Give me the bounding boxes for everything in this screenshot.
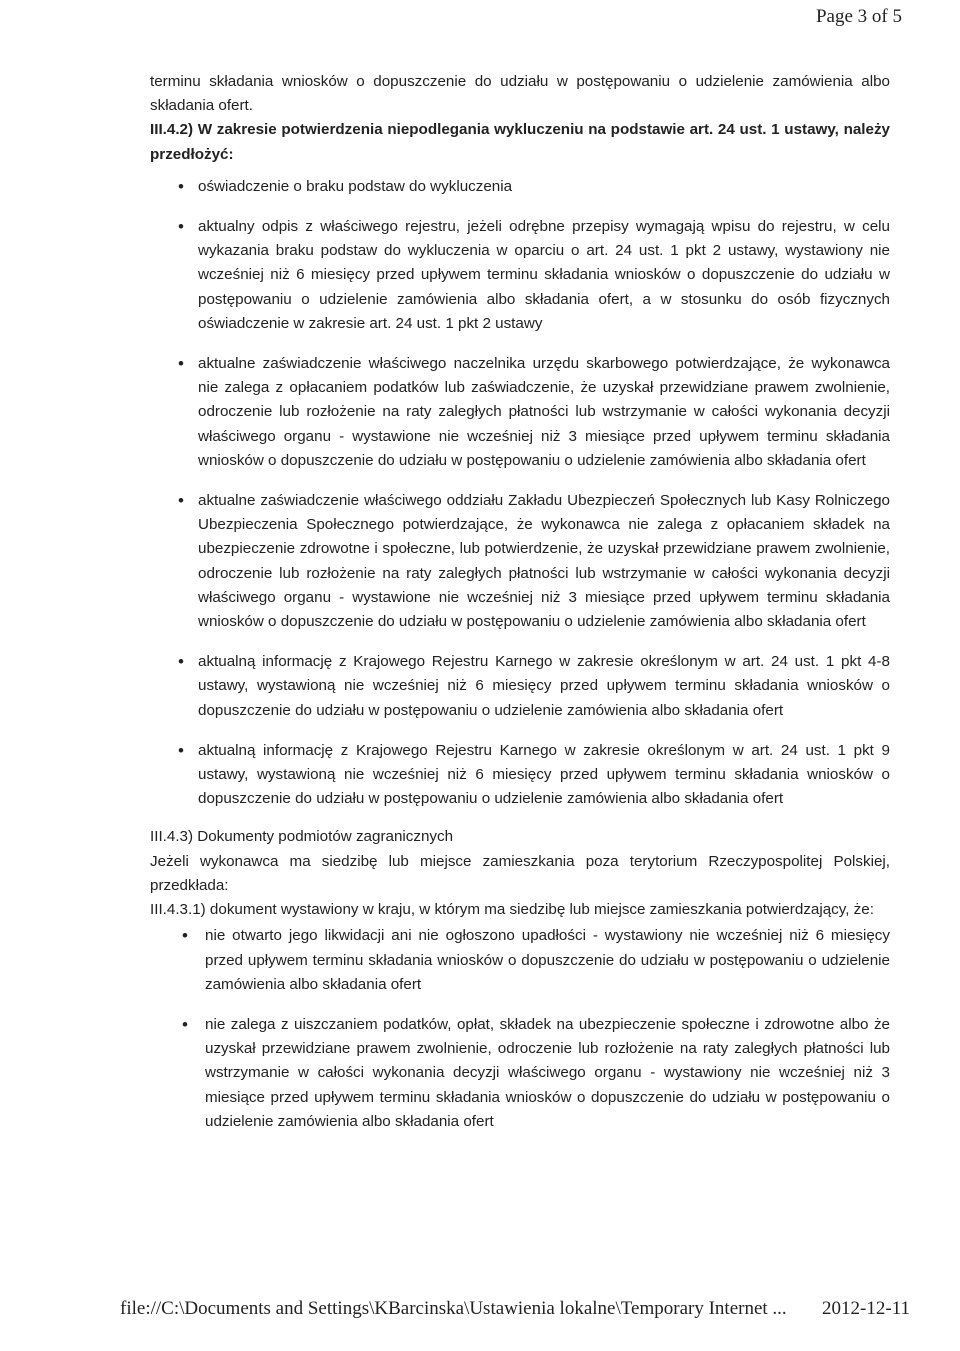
foreign-entity-paragraph: Jeżeli wykonawca ma siedzibę lub miejsce zamieszkania poza terytorium Rzeczypospolitej Polskiej, przedkłada: (150, 852, 890, 894)
footer-file-path: file://C:\Documents and Settings\KBarcinska\Ustawienia lokalne\Temporary Internet ... (120, 1298, 787, 1319)
section-heading-iii-4-3: III.4.3) Dokumenty podmiotów zagranicznych (150, 828, 454, 846)
list-item: • aktualny odpis z właściwego rejestru, jeżeli odrębne przepisy wymagają wpisu do rejestru, w celu wykazania braku podstaw do wykluczenia w oparciu o art. 24 ust. 1 pkt 2 ustawy, wystawiony nie wcześniej niż 6 miesięcy przed upływem terminu składania wniosków o dopuszczenie do udziału w postępowaniu o udzielenie zamówienia albo składania ofert, a w stosunku do osób fizycznych oświadczenie w zakresie art. 24 ust. 1 pkt 2 ustawy (150, 215, 890, 336)
list-item: • oświadczenie o braku podstaw do wykluczenia (150, 175, 890, 199)
document-body (150, 70, 890, 1134)
list-item: • aktualne zaświadczenie właściwego naczelnika urzędu skarbowego potwierdzające, że wykonawca nie zalega z opłacaniem podatków lub zaświadczenie, że uzyskał przewidziane prawem zwolnienie, odroczenie lub rozłożenie na raty zaległych płatności lub wstrzymanie w całości wykonania decyzji właściwego organu - wystawione nie wcześniej niż 3 miesiące przed upływem terminu składania wniosków o dopuszczenie do udziału w postępowaniu o udzielenie zamówienia albo składania ofert (150, 352, 890, 473)
list-item: • aktualną informację z Krajowego Rejestru Karnego w zakresie określonym w art. 24 ust. 1 pkt 9 ustawy, wystawioną nie wcześniej niż 6 miesięcy przed upływem terminu składania wniosków o dopuszczenie do udziału w postępowaniu o udzielenie zamówienia albo składania ofert (150, 739, 890, 812)
list-item: • nie otwarto jego likwidacji ani nie ogłoszono upadłości - wystawiony nie wcześniej niż 6 miesięcy przed upływem terminu składania wniosków o dopuszczenie do udziału w postępowaniu o udzielenie zamówienia albo składania ofert (150, 924, 890, 997)
footer-date: 2012-12-11 (822, 1298, 910, 1319)
page-footer (120, 1298, 910, 1320)
section-heading-iii-4-2: III.4.2) W zakresie potwierdzenia niepodlegania wykluczeniu na podstawie art. 24 ust. 1 ustawy, należy przedłożyć: (150, 121, 890, 163)
list-item: • nie zalega z uiszczaniem podatków, opłat, składek na ubezpieczenie społeczne i zdrowotne albo że uzyskał przewidziane prawem zwolnienie, odroczenie lub rozłożenie na raty zaległych płatności lub wstrzymanie w całości wykonania decyzji właściwego organu - wystawiony nie wcześniej niż 3 miesiące przed upływem terminu składania wniosków o dopuszczenie do udziału w postępowaniu o udzielenie zamówienia albo składania ofert (150, 1013, 890, 1134)
list-item: • aktualną informację z Krajowego Rejestru Karnego w zakresie określonym w art. 24 ust. 1 pkt 4-8 ustawy, wystawioną nie wcześniej niż 6 miesięcy przed upływem terminu składania wniosków o dopuszczenie do udziału w postępowaniu o udzielenie zamówienia albo składania ofert (150, 650, 890, 723)
list-item: • aktualne zaświadczenie właściwego oddziału Zakładu Ubezpieczeń Społecznych lub Kasy Rolniczego Ubezpieczenia Społecznego potwierdzające, że wykonawca nie zalega z opłacaniem składek na ubezpieczenie zdrowotne i społeczne, lub potwierdzenie, że uzyskał przewidziane prawem zwolnienie, odroczenie lub rozłożenie na raty zaległych płatności lub wstrzymanie w całości wykonania decyzji właściwego organu - wystawione nie wcześniej niż 3 miesiące przed upływem terminu składania wniosków o dopuszczenie do udziału w postępowaniu o udzielenie zamówienia albo składania ofert (150, 489, 890, 634)
subsection-iii-4-3-1: III.4.3.1) dokument wystawiony w kraju, w którym ma siedzibę lub miejsce zamieszkania potwierdzający, że: (150, 901, 874, 919)
page-number: Page 3 of 5 (815, 6, 902, 27)
intro-paragraph: terminu składania wniosków o dopuszczenie do udziału w postępowaniu o udzielenie zamówienia albo składania ofert. (150, 73, 890, 115)
foreign-requirements-list (150, 924, 890, 1134)
requirements-list (150, 175, 890, 812)
